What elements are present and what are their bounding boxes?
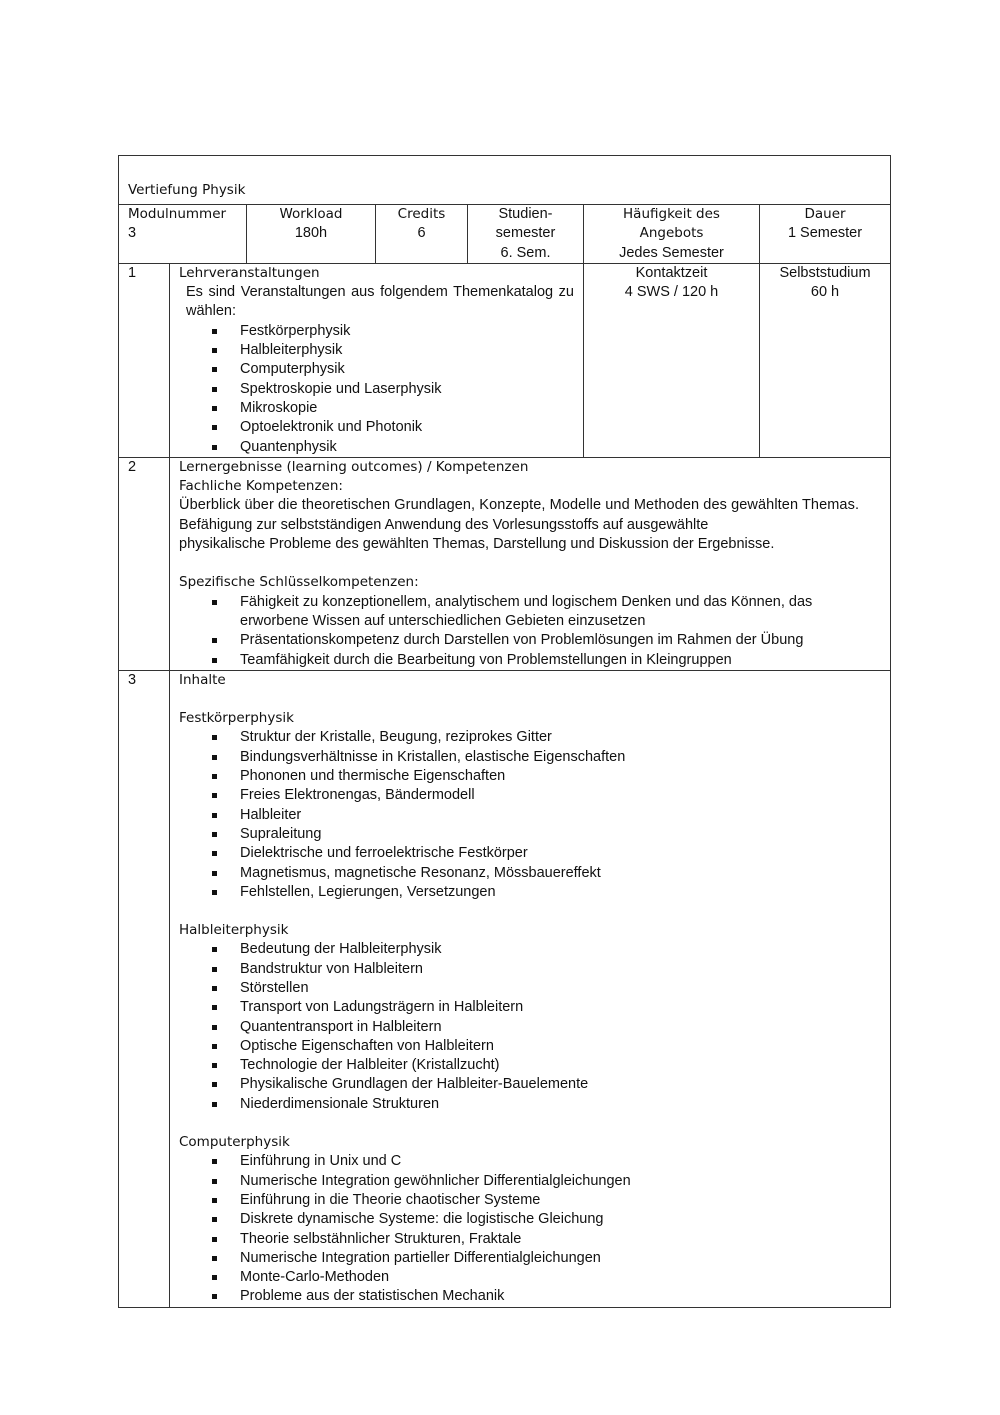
selbststudium-value: 60 h [810,284,840,301]
haeufigkeit-label-2: Angebots [639,225,704,242]
list-item: Halbleiter [179,806,881,825]
haeufigkeit-cell [584,205,760,264]
modulnummer-label: Modulnummer [128,206,227,222]
list-item: Optoelektronik und Photonik [179,418,574,437]
kontaktzeit-label: Kontaktzeit [635,264,708,281]
section-3-row [119,670,891,1307]
halbleiter-list [179,940,881,1114]
festkoerper-heading: Festkörperphysik [179,710,294,727]
list-item: Festkörperphysik [179,322,574,341]
list-item: Niederdimensionale Strukturen [179,1095,881,1114]
list-item: Fehlstellen, Legierungen, Versetzungen [179,883,881,902]
list-item: Störstellen [179,979,881,998]
modulnummer-cell [119,205,247,264]
list-item: Bandstruktur von Halbleitern [179,960,881,979]
fachliche-line-1: Überblick über die theoretischen Grundlagen, Konzepte, Modelle und Methoden des gewählten Themas. [179,497,860,514]
section-1-number: 1 [119,263,170,457]
list-item: Struktur der Kristalle, Beugung, reziprokes Gitter [179,728,881,747]
title-row [119,156,891,205]
section-1-row [119,263,891,457]
credits-value: 6 [417,225,426,242]
section-3-content [170,670,891,1307]
list-item: Physikalische Grundlagen der Halbleiter-Bauelemente [179,1075,881,1094]
studiensemester-label-2: semester [495,225,556,242]
credits-cell [376,205,468,264]
section-1-heading: Lehrveranstaltungen [179,264,320,281]
computer-list [179,1152,881,1306]
list-item: Numerische Integration gewöhnlicher Differentialgleichungen [179,1172,881,1191]
kontaktzeit-cell [584,263,760,457]
list-item: Freies Elektronengas, Bändermodell [179,786,881,805]
list-item: Bedeutung der Halbleiterphysik [179,940,881,959]
list-item: Transport von Ladungsträgern in Halbleitern [179,998,881,1017]
kontaktzeit-value: 4 SWS / 120 h [624,284,719,301]
section-1-content [170,263,584,457]
module-table [118,155,891,1308]
list-item: Teamfähigkeit durch die Bearbeitung von Problemstellungen in Kleingruppen [179,651,861,670]
workload-value: 180h [294,225,328,242]
list-item: Optische Eigenschaften von Halbleitern [179,1037,881,1056]
spezifische-heading: Spezifische Schlüsselkompetenzen: [179,574,419,591]
list-item: Supraleitung [179,825,881,844]
list-item: Quantenphysik [179,438,574,457]
selbststudium-cell [760,263,891,457]
selbststudium-label: Selbststudium [779,264,871,281]
fachliche-line-3: physikalische Probleme des gewählten Themas, Darstellung und Diskussion der Ergebnisse. [179,536,775,553]
list-item: Präsentationskompetenz durch Darstellen von Problemlösungen im Rahmen der Übung [179,631,861,650]
list-item: Spektroskopie und Laserphysik [179,380,574,399]
module-title: Vertiefung Physik [119,156,891,205]
studiensemester-cell [468,205,584,264]
list-item: Probleme aus der statistischen Mechanik [179,1287,881,1306]
list-item: Computerphysik [179,360,574,379]
dauer-cell [760,205,891,264]
list-item: Dielektrische und ferroelektrische Festkörper [179,844,881,863]
computer-heading: Computerphysik [179,1134,290,1151]
dauer-value: 1 Semester [787,225,863,242]
dauer-label: Dauer [804,206,846,222]
fachliche-heading: Fachliche Kompetenzen: [179,478,343,495]
haeufigkeit-value: Jedes Semester [619,244,724,261]
section-2-list [179,593,881,670]
section-1-list [179,322,574,457]
list-item: Bindungsverhältnisse in Kristallen, elastische Eigenschaften [179,748,881,767]
halbleiter-heading: Halbleiterphysik [179,922,289,939]
studiensemester-value: 6. Sem. [500,244,551,261]
list-item: Theorie selbstähnlicher Strukturen, Fraktale [179,1230,881,1249]
list-item: Fähigkeit zu konzeptionellem, analytischem und logischem Denken und das Können, das erworbene Wissen auf unterschiedlichen Gebieten einzusetzen [179,593,861,632]
header-row [119,205,891,264]
list-item: Quantentransport in Halbleitern [179,1018,881,1037]
list-item: Halbleiterphysik [179,341,574,360]
studiensemester-label-1: Studien- [498,206,553,222]
list-item: Mikroskopie [179,399,574,418]
list-item: Numerische Integration partieller Differentialgleichungen [179,1249,881,1268]
haeufigkeit-label-1: Häufigkeit des [623,206,720,222]
section-3-number: 3 [119,670,170,1307]
credits-label: Credits [397,206,446,222]
list-item: Diskrete dynamische Systeme: die logistische Gleichung [179,1210,881,1229]
workload-cell [247,205,376,264]
section-3-heading: Inhalte [179,671,226,688]
list-item: Magnetismus, magnetische Resonanz, Mössbauereffekt [179,864,881,883]
list-item: Monte-Carlo-Methoden [179,1268,881,1287]
section-2-content [170,457,891,670]
section-2-row [119,457,891,670]
section-1-intro: Es sind Veranstaltungen aus folgendem Themenkatalog zu wählen: [186,284,574,320]
workload-label: Workload [279,206,343,222]
list-item: Einführung in Unix und C [179,1152,881,1171]
list-item: Technologie der Halbleiter (Kristallzucht) [179,1056,881,1075]
fachliche-line-2: Befähigung zur selbstständigen Anwendung des Vorlesungsstoffs auf ausgewählte [179,516,709,533]
festkoerper-list [179,728,881,902]
list-item: Einführung in die Theorie chaotischer Systeme [179,1191,881,1210]
section-2-heading: Lernergebnisse (learning outcomes) / Kompetenzen [179,458,529,475]
list-item: Phononen und thermische Eigenschaften [179,767,881,786]
section-2-number: 2 [119,457,170,670]
modulnummer-value: 3 [128,225,137,242]
